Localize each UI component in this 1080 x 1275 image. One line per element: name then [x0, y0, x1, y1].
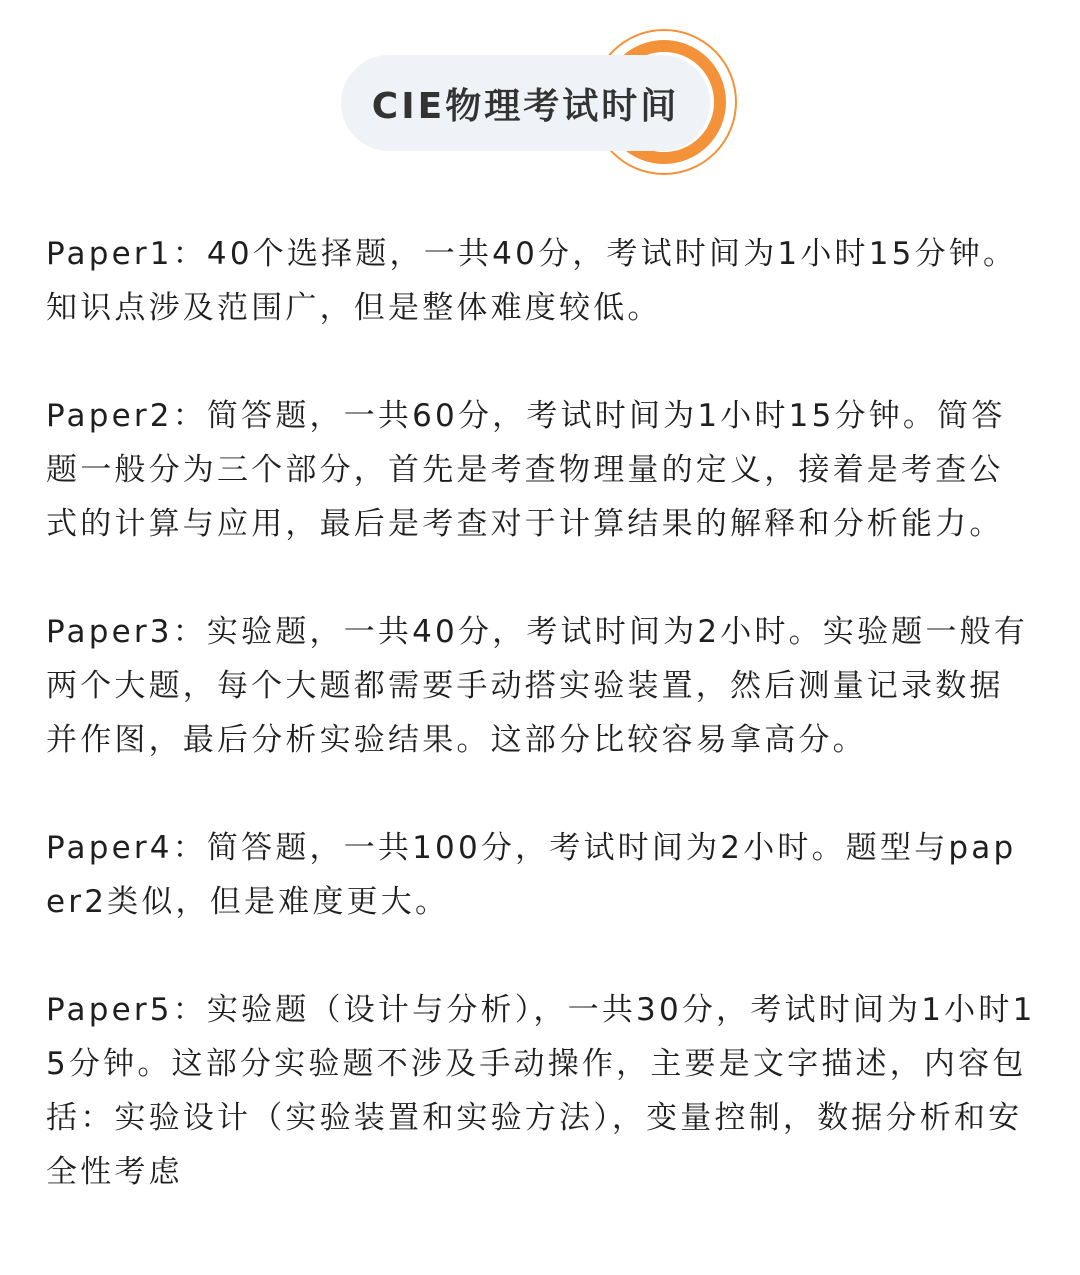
- paper2-paragraph: Paper2：简答题，一共60分，考试时间为1小时15分钟。简答题一般分为三个部分，首先是考查物理量的定义，接着是考查公式的计算与应用，最后是考查对于计算结果的解释和分析能力。: [46, 398, 1006, 542]
- paper4-paragraph: Paper4：简答题，一共100分，考试时间为2小时。题型与paper2类似，但是难度更大。: [46, 830, 1017, 920]
- title-pill: [341, 55, 710, 151]
- paper3-paragraph: Paper3：实验题，一共40分，考试时间为2小时。实验题一般有两个大题，每个大题都需要手动搭实验装置，然后测量记录数据并作图，最后分析实验结果。这部分比较容易拿高分。: [46, 614, 1029, 758]
- page-title: CIE物理考试时间: [371, 85, 680, 127]
- title-banner: [0, 0, 1080, 200]
- article-body: [46, 227, 1036, 1253]
- paper5-paragraph: Paper5：实验题（设计与分析），一共30分，考试时间为1小时15分钟。这部分实验题不涉及手动操作，主要是文字描述，内容包括：实验设计（实验装置和实验方法），变量控制，数据分析和安全性考虑: [46, 992, 1036, 1190]
- paper1-paragraph: Paper1：40个选择题，一共40分，考试时间为1小时15分钟。知识点涉及范围广，但是整体难度较低。: [46, 236, 1018, 326]
